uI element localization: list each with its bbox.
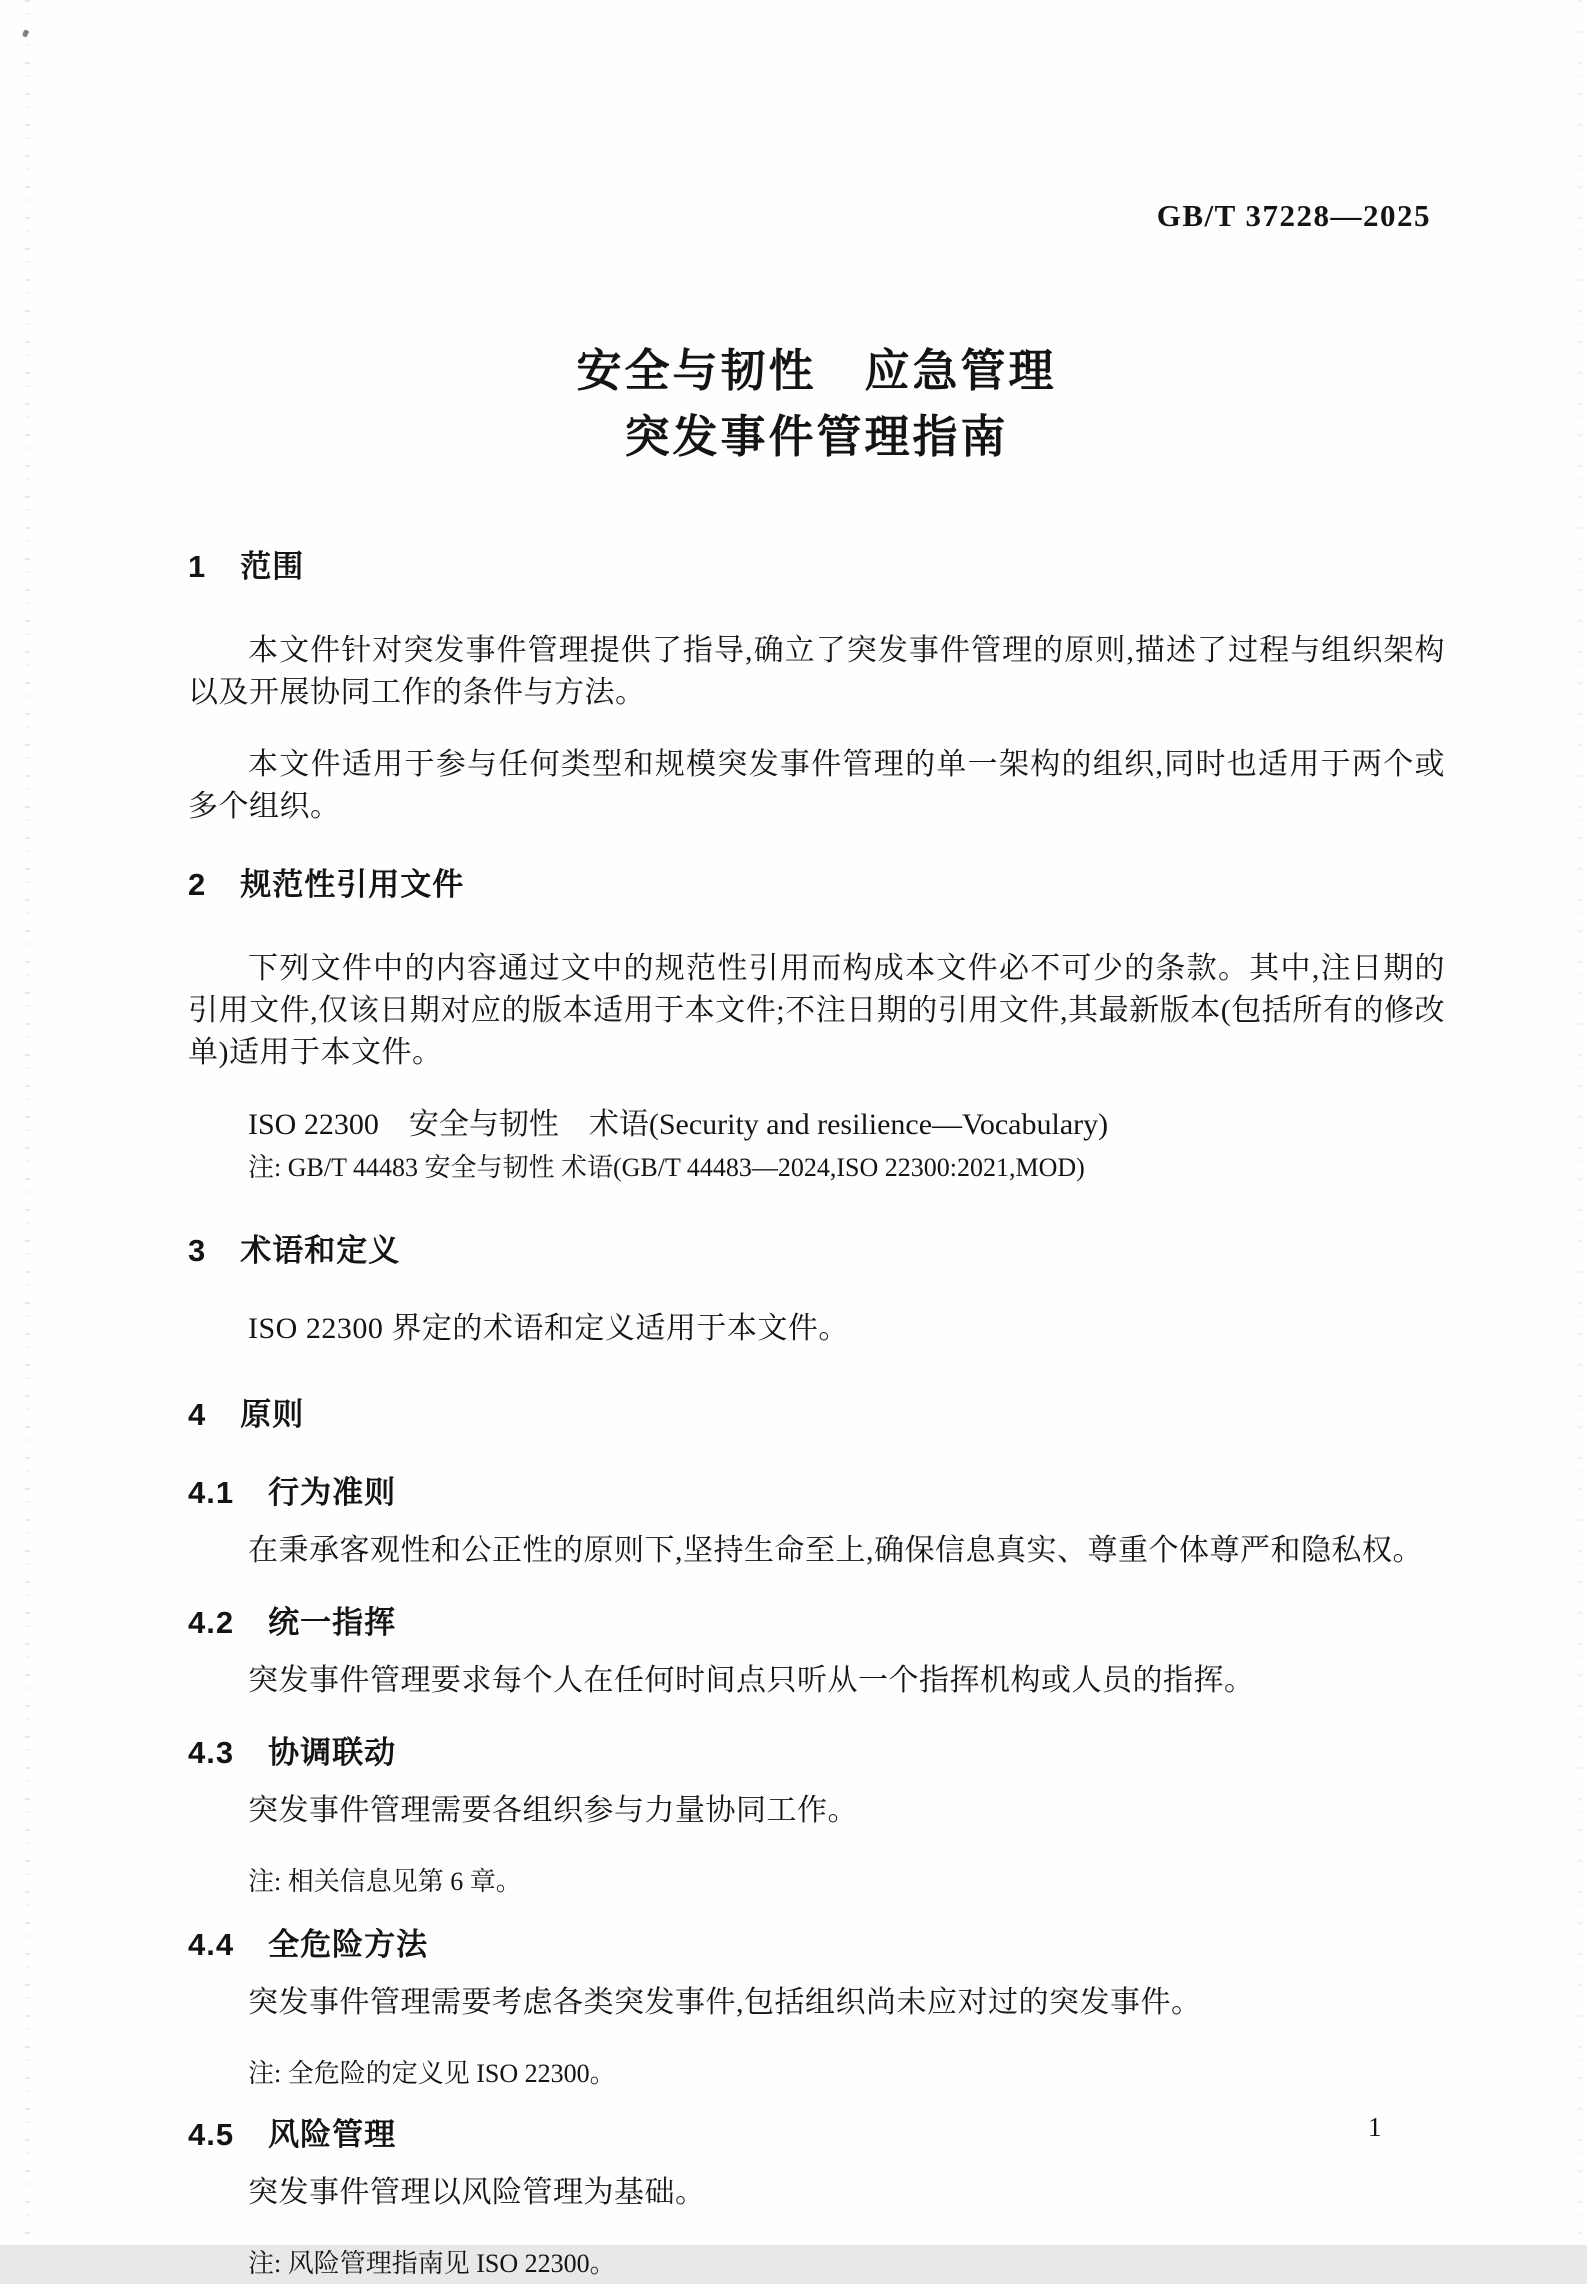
section-title: 统一指挥: [268, 1605, 397, 1640]
section-1-heading: [188, 546, 1445, 588]
section-4-1-heading: [188, 1472, 1445, 1514]
section-title: 术语和定义: [240, 1233, 401, 1268]
paragraph: ISO 22300 界定的术语和定义适用于本文件。: [248, 1312, 849, 1345]
section-4-heading: [188, 1394, 1445, 1436]
section-title: 风险管理: [268, 2117, 397, 2152]
paragraph: 下列文件中的内容通过文中的规范性引用而构成本文件必不可少的条款。其中,注日期的引用文件,仅该日期对应的版本适用于本文件;不注日期的引用文件,其最新版本(包括所有的修改单)适用于本文件。: [188, 952, 1445, 1069]
section-4-2-heading: [188, 1602, 1445, 1644]
scan-noise-right-edge: [1578, 0, 1583, 2245]
section-number: 4: [188, 1397, 207, 1432]
section-number: 3: [188, 1233, 207, 1268]
section-number: 4.3: [188, 1735, 235, 1770]
standard-number: GB/T 37228—2025: [1156, 198, 1431, 233]
section-number: 1: [188, 549, 207, 584]
document-title-line1: 安全与韧性 应急管理: [576, 345, 1057, 396]
scan-noise-left-edge: [25, 0, 30, 2245]
section-number: 4.2: [188, 1605, 235, 1640]
reference-entry: ISO 22300 安全与韧性 术语(Security and resilience—Vocabulary): [248, 1108, 1109, 1141]
section-title: 协调联动: [268, 1735, 397, 1770]
paragraph: 突发事件管理以风险管理为基础。: [248, 2176, 706, 2209]
section-4-5-heading: [188, 2114, 1445, 2156]
document-title-line2: 突发事件管理指南: [624, 411, 1009, 462]
section-number: 4.4: [188, 1927, 235, 1962]
document-title: [188, 338, 1445, 470]
paragraph: 突发事件管理要求每个人在任何时间点只听从一个指挥机构或人员的指挥。: [248, 1664, 1255, 1697]
paragraph: 本文件适用于参与任何类型和规模突发事件管理的单一架构的组织,同时也适用于两个或多个组织。: [188, 748, 1445, 823]
section-number: 2: [188, 867, 207, 902]
paragraph: 突发事件管理需要各组织参与力量协同工作。: [248, 1794, 858, 1827]
paragraph: 本文件针对突发事件管理提供了指导,确立了突发事件管理的原则,描述了过程与组织架构以及开展协同工作的条件与方法。: [188, 634, 1445, 709]
page-number: 1: [1368, 2112, 1382, 2142]
note: 注: 风险管理指南见 ISO 22300。: [248, 2249, 616, 2278]
paragraph: 在秉承客观性和公正性的原则下,坚持生命至上,确保信息真实、尊重个体尊严和隐私权。: [248, 1534, 1423, 1567]
section-title: 全危险方法: [268, 1927, 429, 1962]
page-content: [188, 0, 1445, 2284]
note: 注: 相关信息见第 6 章。: [248, 1867, 522, 1896]
section-3-heading: [188, 1230, 1445, 1272]
note: 注: GB/T 44483 安全与韧性 术语(GB/T 44483—2024,ISO 22300:2021,MOD): [248, 1153, 1085, 1182]
section-title: 规范性引用文件: [240, 867, 465, 902]
paragraph: 突发事件管理需要考虑各类突发事件,包括组织尚未应对过的突发事件。: [248, 1986, 1202, 2019]
section-title: 范围: [240, 549, 305, 584]
section-title: 原则: [240, 1397, 305, 1432]
section-number: 4.1: [188, 1475, 235, 1510]
section-2-heading: [188, 864, 1445, 906]
section-4-4-heading: [188, 1924, 1445, 1966]
section-number: 4.5: [188, 2117, 235, 2152]
section-title: 行为准则: [268, 1475, 397, 1510]
section-4-3-heading: [188, 1732, 1445, 1774]
note: 注: 全危险的定义见 ISO 22300。: [248, 2059, 616, 2088]
